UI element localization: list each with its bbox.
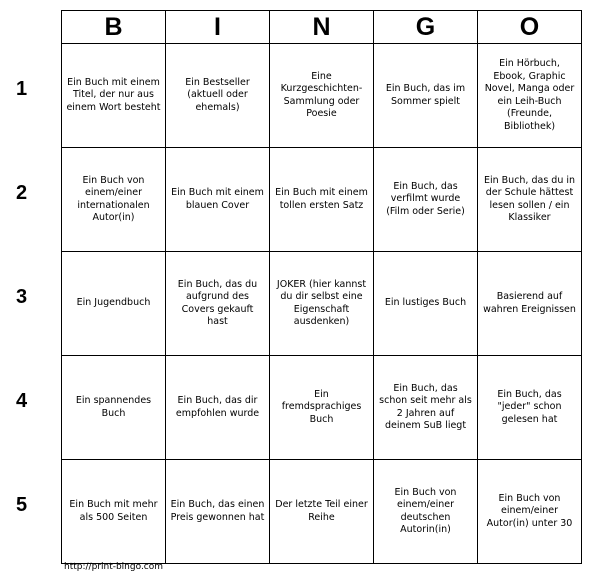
bingo-cell[interactable]: Ein Buch, das einen Preis gewonnen hat (166, 460, 270, 564)
bingo-cell[interactable]: Ein Buch mit einem Titel, der nur aus einem Wort besteht (62, 44, 166, 148)
row-label-4: 4 (15, 389, 28, 412)
bingo-cell[interactable]: Ein Hörbuch, Ebook, Graphic Novel, Manga oder ein Leih-Buch (Freunde, Bibliothek) (478, 44, 582, 148)
column-header-g: G (374, 11, 478, 44)
column-header-i: I (166, 11, 270, 44)
bingo-cell[interactable]: Ein Buch, das dir empfohlen wurde (166, 356, 270, 460)
row-label-3: 3 (15, 285, 28, 308)
row-label-2: 2 (15, 181, 28, 204)
bingo-cell[interactable]: Ein Buch mit mehr als 500 Seiten (62, 460, 166, 564)
bingo-cell[interactable]: Ein Buch mit einem tollen ersten Satz (270, 148, 374, 252)
bingo-card (61, 10, 582, 564)
bingo-cell[interactable]: Eine Kurzgeschichten-Sammlung oder Poesie (270, 44, 374, 148)
bingo-cell[interactable]: Ein Buch von einem/einer internationalen Autor(in) (62, 148, 166, 252)
bingo-row (62, 252, 582, 356)
header-row (62, 11, 582, 44)
bingo-cell[interactable]: Ein Buch, das "jeder" schon gelesen hat (478, 356, 582, 460)
row-label-1: 1 (15, 77, 28, 100)
bingo-cell[interactable]: Ein Bestseller (aktuell oder ehemals) (166, 44, 270, 148)
row-labels (0, 43, 61, 563)
bingo-cell[interactable]: Ein Buch, das du in der Schule hättest lesen sollen / ein Klassiker (478, 148, 582, 252)
bingo-cell[interactable]: Ein Jugendbuch (62, 252, 166, 356)
bingo-cell[interactable]: Ein Buch, das im Sommer spielt (374, 44, 478, 148)
bingo-cell[interactable]: Ein Buch, das du aufgrund des Covers gekauft hast (166, 252, 270, 356)
column-header-b: B (62, 11, 166, 44)
bingo-cell[interactable]: Ein lustiges Buch (374, 252, 478, 356)
bingo-cell[interactable]: Ein Buch, das verfilmt wurde (Film oder Serie) (374, 148, 478, 252)
column-header-n: N (270, 11, 374, 44)
bingo-cell[interactable]: Ein Buch, das schon seit mehr als 2 Jahren auf deinem SuB liegt (374, 356, 478, 460)
bingo-cell[interactable]: Ein spannendes Buch (62, 356, 166, 460)
bingo-cell[interactable]: Ein Buch von einem/einer Autor(in) unter 30 (478, 460, 582, 564)
column-header-o: O (478, 11, 582, 44)
bingo-cell[interactable]: Basierend auf wahren Ereignissen (478, 252, 582, 356)
bingo-cell-joker[interactable]: JOKER (hier kannst du dir selbst eine Eigenschaft ausdenken) (270, 252, 374, 356)
bingo-row (62, 460, 582, 564)
bingo-row (62, 148, 582, 252)
bingo-row (62, 356, 582, 460)
bingo-cell[interactable]: Ein Buch mit einem blauen Cover (166, 148, 270, 252)
footer-url[interactable]: http://print-bingo.com (64, 562, 164, 572)
row-label-5: 5 (15, 493, 28, 516)
bingo-cell[interactable]: Der letzte Teil einer Reihe (270, 460, 374, 564)
bingo-cell[interactable]: Ein fremdsprachiges Buch (270, 356, 374, 460)
bingo-cell[interactable]: Ein Buch von einem/einer deutschen Autorin(in) (374, 460, 478, 564)
bingo-row (62, 44, 582, 148)
